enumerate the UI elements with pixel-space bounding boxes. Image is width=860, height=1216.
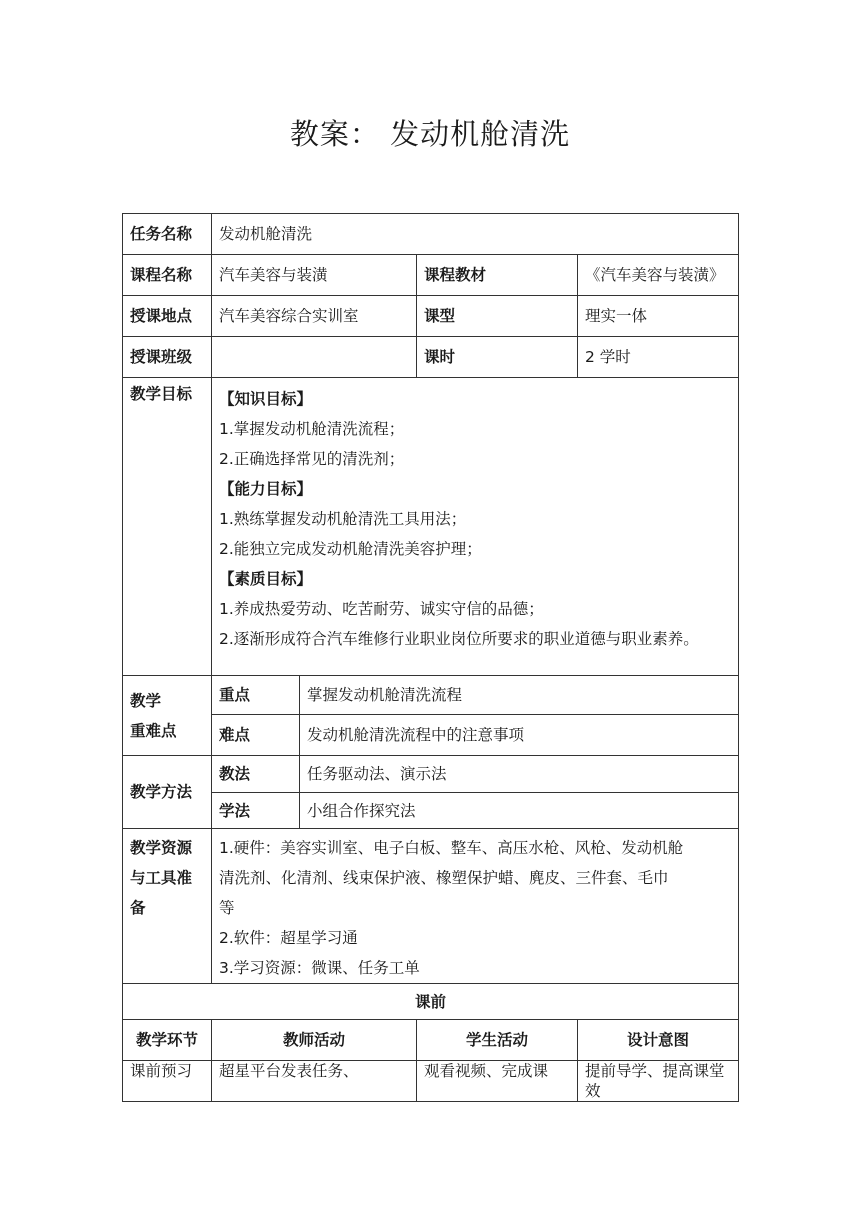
class-value bbox=[212, 337, 417, 378]
pre-class-teacher-activity: 超星平台发表任务、 bbox=[212, 1061, 417, 1102]
learn-method-row bbox=[123, 793, 739, 829]
objectives-row bbox=[123, 378, 739, 676]
location-row bbox=[123, 296, 739, 337]
resources-label-line1: 教学资源 bbox=[130, 839, 193, 857]
ability-item: 2.能独立完成发动机舱清洗美容护理； bbox=[219, 540, 482, 558]
course-label: 课程名称 bbox=[123, 255, 212, 296]
textbook-label: 课程教材 bbox=[417, 255, 578, 296]
page-title: 教案： 发动机舱清洗 bbox=[289, 117, 571, 151]
teach-label: 教法 bbox=[212, 756, 300, 793]
knowledge-item: 2.正确选择常见的清洗剂； bbox=[219, 450, 405, 468]
hardware-line: 等 bbox=[219, 899, 235, 917]
header-teaching-stage: 教学环节 bbox=[123, 1020, 212, 1061]
type-value: 理实一体 bbox=[578, 296, 739, 337]
resources-row bbox=[123, 829, 739, 984]
hardware-line: 1.硬件：美容实训室、电子白板、整车、高压水枪、风枪、发动机舱 bbox=[219, 839, 684, 857]
quality-item: 1.养成热爱劳动、吃苦耐劳、诚实守信的品德； bbox=[219, 600, 544, 618]
key-points-label-line1: 教学 bbox=[130, 691, 162, 710]
header-teacher-activity: 教师活动 bbox=[212, 1020, 417, 1061]
objectives-label: 教学目标 bbox=[123, 378, 212, 676]
learn-label: 学法 bbox=[212, 793, 300, 829]
key-points-label-line2: 重难点 bbox=[130, 721, 177, 740]
difficult-value: 发动机舱清洗流程中的注意事项 bbox=[300, 715, 739, 756]
lesson-plan-table bbox=[122, 213, 739, 1102]
type-label: 课型 bbox=[417, 296, 578, 337]
pre-class-section-row bbox=[123, 984, 739, 1020]
course-value: 汽车美容与装潢 bbox=[212, 255, 417, 296]
quality-item: 2.逐渐形成符合汽车维修行业职业岗位所要求的职业道德与职业素养。 bbox=[219, 630, 699, 648]
pre-class-section-title: 课前 bbox=[123, 984, 739, 1020]
hours-value: 2 学时 bbox=[578, 337, 739, 378]
header-design-intent: 设计意图 bbox=[578, 1020, 739, 1061]
ability-heading: 【能力目标】 bbox=[219, 480, 313, 498]
methods-label: 教学方法 bbox=[123, 756, 212, 829]
task-row bbox=[123, 214, 739, 255]
learn-value: 小组合作探究法 bbox=[300, 793, 739, 829]
resources-label-line2: 与工具准 bbox=[130, 869, 193, 887]
key-points-label bbox=[123, 676, 212, 756]
knowledge-heading: 【知识目标】 bbox=[219, 390, 313, 408]
knowledge-item: 1.掌握发动机舱清洗流程； bbox=[219, 420, 405, 438]
key-point-row bbox=[123, 676, 739, 715]
resources-label-line3: 备 bbox=[130, 899, 146, 917]
hours-label: 课时 bbox=[417, 337, 578, 378]
textbook-value: 《汽车美容与装潢》 bbox=[578, 255, 739, 296]
teach-method-row bbox=[123, 756, 739, 793]
hardware-line: 清洗剂、化清剂、线束保护液、橡塑保护蜡、麂皮、三件套、毛巾 bbox=[219, 869, 669, 887]
teach-value: 任务驱动法、演示法 bbox=[300, 756, 739, 793]
key-label: 重点 bbox=[212, 676, 300, 715]
learning-resources-line: 3.学习资源：微课、任务工单 bbox=[219, 959, 420, 977]
resources-label bbox=[123, 829, 212, 984]
course-row bbox=[123, 255, 739, 296]
quality-heading: 【素质目标】 bbox=[219, 570, 313, 588]
pre-class-row bbox=[123, 1061, 739, 1102]
location-value: 汽车美容综合实训室 bbox=[212, 296, 417, 337]
key-value: 掌握发动机舱清洗流程 bbox=[300, 676, 739, 715]
task-label: 任务名称 bbox=[123, 214, 212, 255]
class-row bbox=[123, 337, 739, 378]
objectives-content bbox=[212, 378, 739, 676]
resources-content bbox=[212, 829, 739, 984]
location-label: 授课地点 bbox=[123, 296, 212, 337]
header-student-activity: 学生活动 bbox=[417, 1020, 578, 1061]
ability-item: 1.熟练掌握发动机舱清洗工具用法； bbox=[219, 510, 467, 528]
pre-class-design-intent: 提前导学、提高课堂效 bbox=[578, 1061, 739, 1102]
task-value: 发动机舱清洗 bbox=[212, 214, 739, 255]
difficult-point-row bbox=[123, 715, 739, 756]
pre-class-header-row bbox=[123, 1020, 739, 1061]
pre-class-student-activity: 观看视频、完成课 bbox=[417, 1061, 578, 1102]
pre-class-stage: 课前预习 bbox=[123, 1061, 212, 1102]
difficult-label: 难点 bbox=[212, 715, 300, 756]
software-line: 2.软件：超星学习通 bbox=[219, 929, 358, 947]
class-label: 授课班级 bbox=[123, 337, 212, 378]
